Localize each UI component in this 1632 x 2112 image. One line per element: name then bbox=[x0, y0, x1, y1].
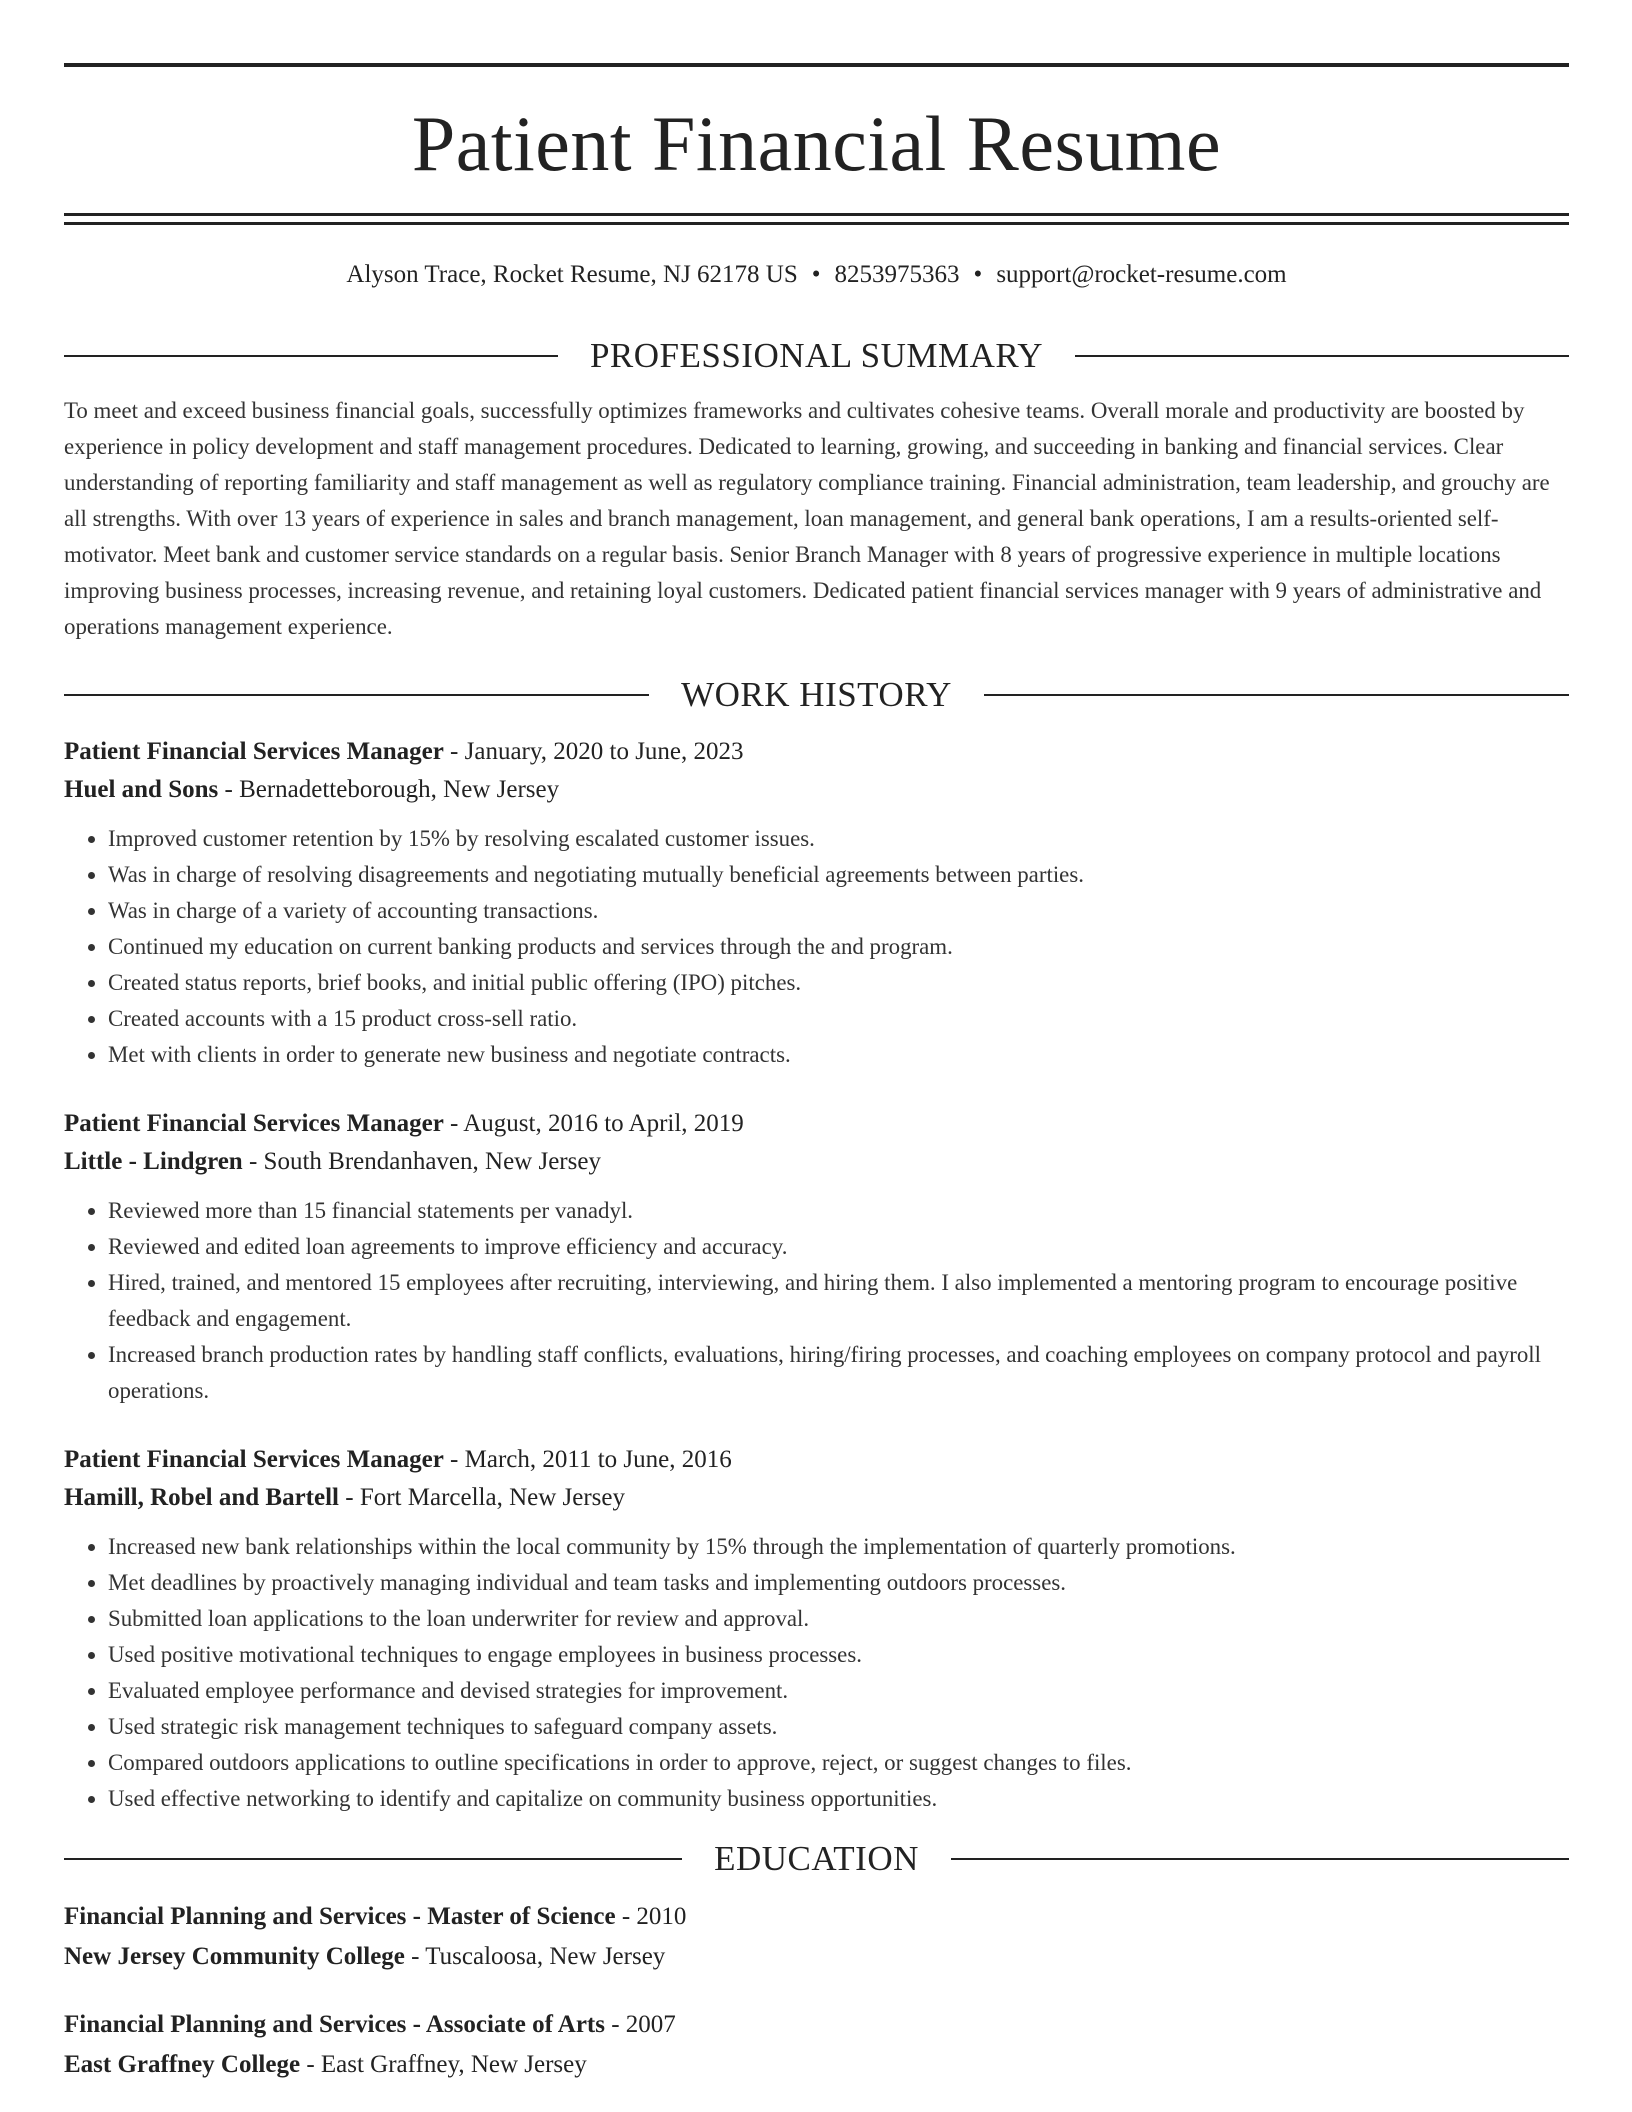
list-item: • Compared outdoors applications to outline specifications in order to approve, reject, or suggest changes to files. bbox=[108, 1745, 1569, 1781]
list-item: • Improved customer retention by 15% by resolving escalated customer issues. bbox=[108, 821, 1569, 857]
top-rule bbox=[64, 63, 1569, 67]
contact-separator: • bbox=[973, 261, 983, 288]
list-item: • Evaluated employee performance and devised strategies for improvement. bbox=[108, 1673, 1569, 1709]
list-item: • Created status reports, brief books, and initial public offering (IPO) pitches. bbox=[108, 965, 1569, 1001]
contact-phone: 8253975363 bbox=[834, 261, 960, 288]
contact-line bbox=[64, 258, 1569, 292]
list-item: • Used effective networking to identify and capitalize on community business opportunities. bbox=[108, 1781, 1569, 1817]
job-entry bbox=[64, 1105, 1569, 1409]
job-location: - Bernadetteborough, New Jersey bbox=[218, 776, 560, 803]
edu-year: - 2007 bbox=[604, 2011, 676, 2038]
section-heading-education bbox=[64, 1839, 1569, 1879]
job-bullets bbox=[64, 1529, 1569, 1817]
job-company: Huel and Sons bbox=[64, 776, 219, 803]
job-location: - South Brendanhaven, New Jersey bbox=[242, 1148, 601, 1175]
list-item: • Reviewed and edited loan agreements to improve efficiency and accuracy. bbox=[108, 1229, 1569, 1265]
summary-text: To meet and exceed business financial goals, successfully optimizes frameworks and cultivates cohesive teams. Overall morale and productivity are boosted by experience in policy development and staff management procedures. Dedicated to learning, growing, and succeeding in banking and financial services. Clear understanding of reporting familiarity and staff management as well as regulatory compliance training. Financial administration, team leadership, and grouchy are all strengths. With over 13 years of experience in sales and branch management, loan management, and general bank operations, I am a results-oriented self-motivator. Meet bank and customer service standards on a regular basis. Senior Branch Manager with 8 years of progressive experience in multiple locations improving business processes, increasing revenue, and retaining loyal customers. Dedicated patient financial services manager with 9 years of administrative and operations management experience. bbox=[64, 398, 1550, 639]
edu-year: - 2010 bbox=[615, 1903, 687, 1930]
job-title: Patient Financial Services Manager bbox=[64, 738, 444, 765]
list-item: • Hired, trained, and mentored 15 employees after recruiting, interviewing, and hiring them. I also implemented a mentoring program to encourage positive feedback and engagement. bbox=[108, 1265, 1569, 1337]
list-item: • Met deadlines by proactively managing individual and team tasks and implementing outdoors processes. bbox=[108, 1565, 1569, 1601]
list-item: • Submitted loan applications to the loan underwriter for review and approval. bbox=[108, 1601, 1569, 1637]
section-heading-work bbox=[64, 675, 1569, 715]
resume-page bbox=[64, 63, 1569, 2085]
section-title: WORK HISTORY bbox=[681, 675, 952, 714]
edu-degree: Financial Planning and Services - Master of Science bbox=[64, 1903, 616, 1930]
list-item: • Created accounts with a 15 product cross-sell ratio. bbox=[108, 1001, 1569, 1037]
list-item: • Met with clients in order to generate new business and negotiate contracts. bbox=[108, 1037, 1569, 1073]
edu-school: East Graffney College bbox=[64, 2051, 301, 2078]
job-company: Hamill, Robel and Bartell bbox=[64, 1484, 339, 1511]
list-item: • Increased branch production rates by handling staff conflicts, evaluations, hiring/firing processes, and coaching employees on company protocol and payroll operations. bbox=[108, 1337, 1569, 1409]
list-item: • Continued my education on current banking products and services through the and program. bbox=[108, 929, 1569, 965]
edu-school: New Jersey Community College bbox=[64, 1943, 405, 1970]
list-item: • Used positive motivational techniques to engage employees in business processes. bbox=[108, 1637, 1569, 1673]
list-item: • Used strategic risk management techniques to safeguard company assets. bbox=[108, 1709, 1569, 1745]
section-title: PROFESSIONAL SUMMARY bbox=[589, 336, 1044, 375]
job-entry bbox=[64, 1441, 1569, 1817]
section-title: EDUCATION bbox=[714, 1839, 919, 1878]
edu-location: - East Graffney, New Jersey bbox=[300, 2051, 587, 2078]
job-entry bbox=[64, 733, 1569, 1073]
job-dates: - August, 2016 to April, 2019 bbox=[443, 1110, 744, 1137]
job-bullets bbox=[64, 821, 1569, 1073]
title-double-rule bbox=[64, 213, 1569, 225]
list-item: • Reviewed more than 15 financial statements per vanadyl. bbox=[108, 1193, 1569, 1229]
job-title: Patient Financial Services Manager bbox=[64, 1110, 444, 1137]
contact-email: support@rocket-resume.com bbox=[996, 261, 1287, 288]
edu-degree: Financial Planning and Services - Associate of Arts bbox=[64, 2011, 605, 2038]
job-title: Patient Financial Services Manager bbox=[64, 1446, 444, 1473]
education-entry bbox=[64, 2005, 1569, 2085]
contact-address: Alyson Trace, Rocket Resume, NJ 62178 US bbox=[346, 261, 798, 288]
edu-location: - Tuscaloosa, New Jersey bbox=[404, 1943, 666, 1970]
job-company: Little - Lindgren bbox=[64, 1148, 243, 1175]
job-dates: - January, 2020 to June, 2023 bbox=[443, 738, 744, 765]
list-item: • Was in charge of a variety of accounting transactions. bbox=[108, 893, 1569, 929]
resume-title: Patient Financial Resume bbox=[411, 100, 1222, 187]
job-bullets bbox=[64, 1193, 1569, 1409]
contact-separator: • bbox=[811, 261, 821, 288]
job-dates: - March, 2011 to June, 2016 bbox=[443, 1446, 732, 1473]
list-item: • Increased new bank relationships within the local community by 15% through the implementation of quarterly promotions. bbox=[108, 1529, 1569, 1565]
list-item: • Was in charge of resolving disagreements and negotiating mutually beneficial agreements between parties. bbox=[108, 857, 1569, 893]
section-heading-summary bbox=[64, 336, 1569, 376]
job-location: - Fort Marcella, New Jersey bbox=[339, 1484, 626, 1511]
education-entry bbox=[64, 1897, 1569, 1977]
